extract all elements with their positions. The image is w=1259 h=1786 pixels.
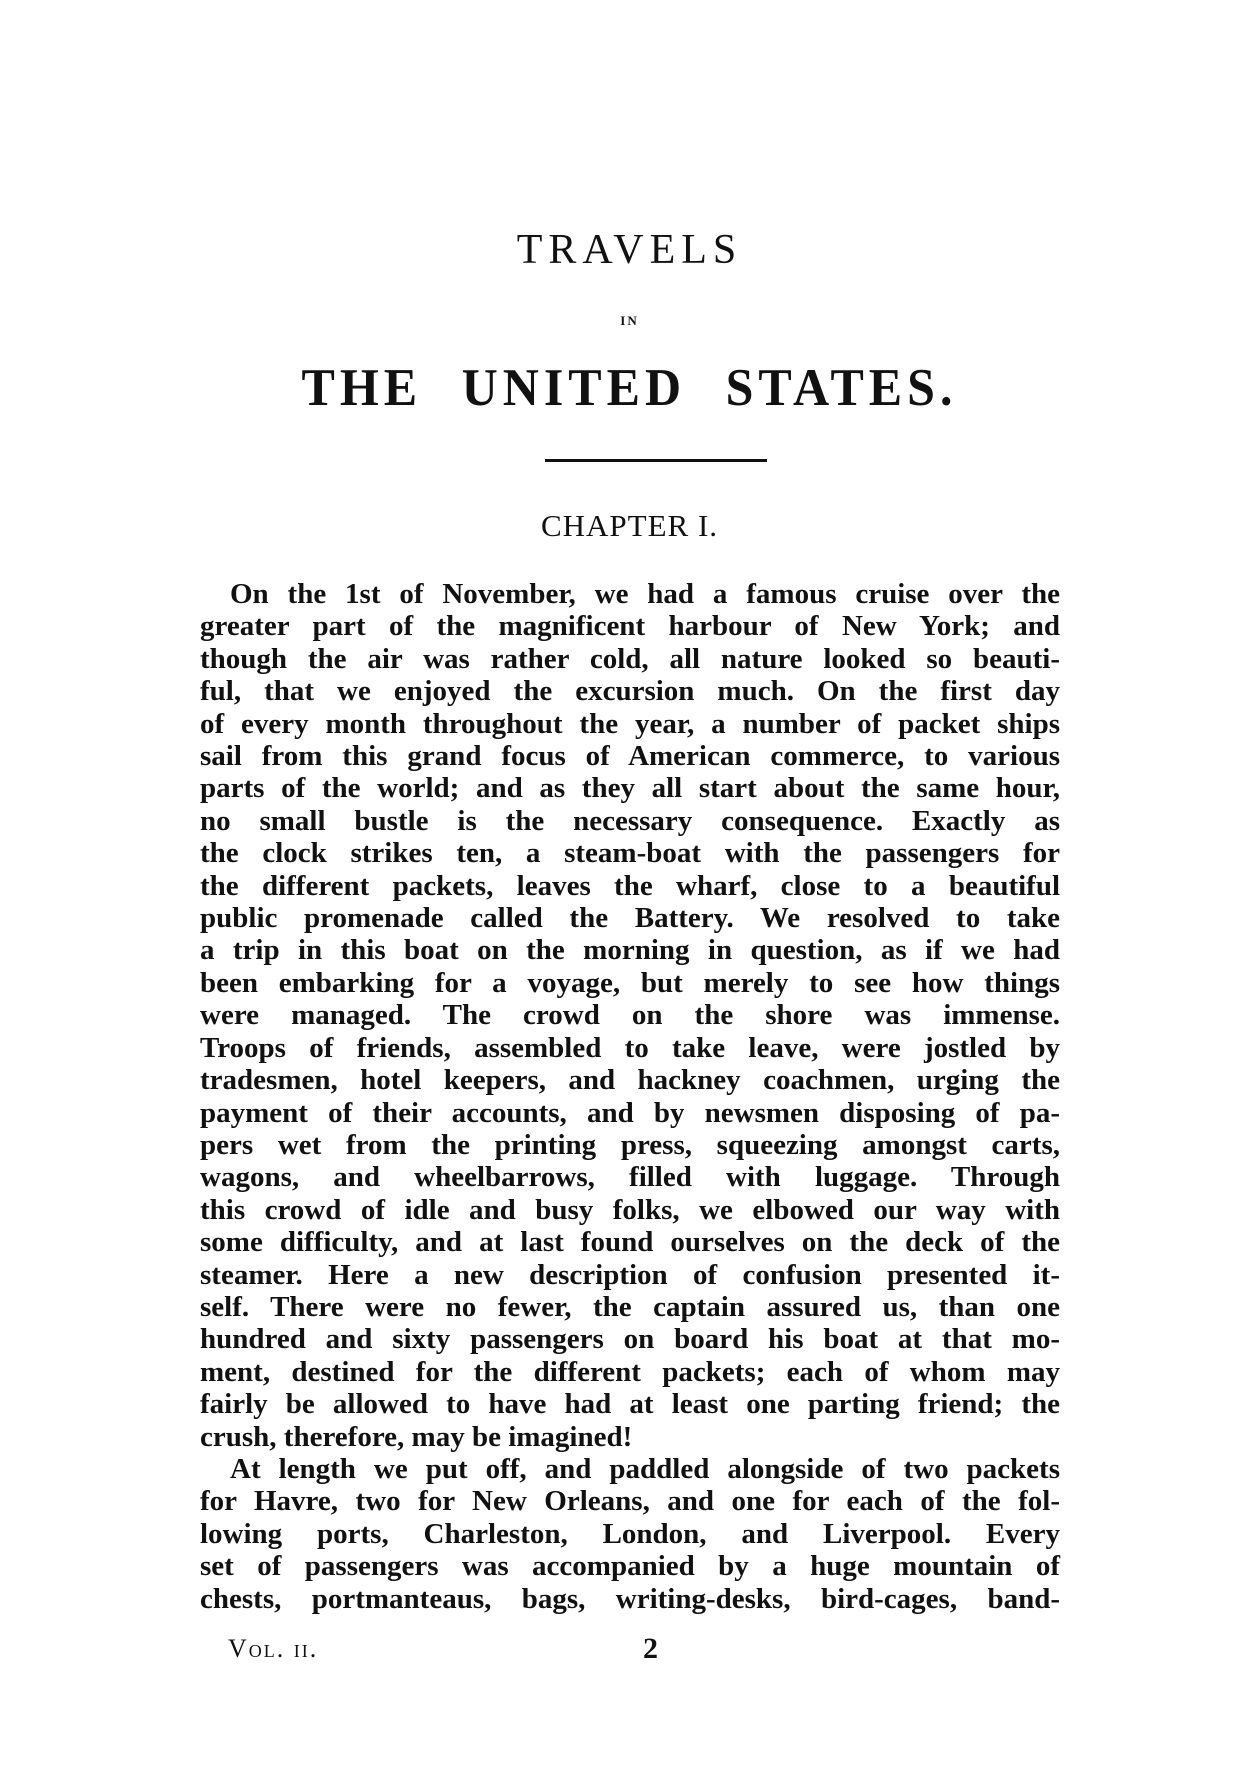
text-line: ful, that we enjoyed the excursion much. On the first day — [200, 675, 1060, 708]
text-line: ment, destined for the different packets; each of whom may — [200, 1355, 1060, 1388]
text-line: this crowd of idle and busy folks, we elbowed our way with — [200, 1193, 1060, 1226]
volume-label: Vol. ii. — [228, 1634, 319, 1663]
text-line: wagons, and wheelbarrows, filled with luggage. Through — [200, 1161, 1060, 1194]
text-line: pers wet from the printing press, squeezing amongst carts, — [200, 1128, 1060, 1161]
chapter-body-text — [200, 578, 1060, 1615]
title-divider-rule — [545, 459, 767, 462]
page-footer — [0, 1634, 1259, 1674]
title-travels: TRAVELS — [516, 227, 743, 273]
text-line: crush, therefore, may be imagined! — [200, 1420, 633, 1453]
text-line: fairly be allowed to have had at least one parting friend; the — [200, 1388, 1060, 1421]
text-line: greater part of the magnificent harbour of New York; and — [200, 610, 1060, 643]
signature-mark: 2 — [643, 1632, 658, 1665]
text-line: been embarking for a voyage, but merely to see how things — [200, 966, 1060, 999]
text-line: chests, portmanteaus, bags, writing-desks, bird-cages, band- — [200, 1582, 1060, 1615]
title-in: IN — [620, 313, 639, 328]
text-line: steamer. Here a new description of confusion presented it- — [200, 1258, 1060, 1291]
text-line: were managed. The crowd on the shore was immense. — [200, 999, 1060, 1032]
chapter-heading: CHAPTER I. — [540, 508, 719, 543]
text-line: Troops of friends, assembled to take leave, were jostled by — [200, 1031, 1060, 1064]
title-united-states: THE UNITED STATES. — [301, 357, 958, 417]
text-line: some difficulty, and at last found ourselves on the deck of the — [200, 1226, 1060, 1259]
text-line: payment of their accounts, and by newsmen disposing of pa- — [200, 1096, 1060, 1129]
text-line: public promenade called the Battery. We resolved to take — [200, 902, 1060, 935]
text-line: no small bustle is the necessary consequence. Exactly as — [200, 804, 1060, 837]
text-line: though the air was rather cold, all nature looked so beauti- — [200, 642, 1060, 675]
text-line: the different packets, leaves the wharf, close to a beautiful — [200, 869, 1060, 902]
text-line: set of passengers was accompanied by a huge mountain of — [200, 1550, 1060, 1583]
text-line: a trip in this boat on the morning in question, as if we had — [200, 934, 1060, 967]
text-line: On the 1st of November, we had a famous cruise over the — [230, 578, 1060, 610]
text-line: parts of the world; and as they all start about the same hour, — [200, 772, 1060, 805]
text-line: hundred and sixty passengers on board his boat at that mo- — [200, 1323, 1060, 1356]
text-line: lowing ports, Charleston, London, and Liverpool. Every — [200, 1517, 1060, 1550]
text-line: tradesmen, hotel keepers, and hackney coachmen, urging the — [200, 1064, 1060, 1097]
text-line: of every month throughout the year, a number of packet ships — [200, 707, 1060, 740]
text-line: self. There were no fewer, the captain assured us, than one — [200, 1290, 1060, 1323]
text-line: At length we put off, and paddled alongside of two packets — [230, 1452, 1060, 1485]
text-line: sail from this grand focus of American commerce, to various — [200, 740, 1060, 773]
text-line: for Havre, two for New Orleans, and one for each of the fol- — [200, 1485, 1060, 1518]
text-line: the clock strikes ten, a steam-boat with the passengers for — [200, 837, 1060, 870]
